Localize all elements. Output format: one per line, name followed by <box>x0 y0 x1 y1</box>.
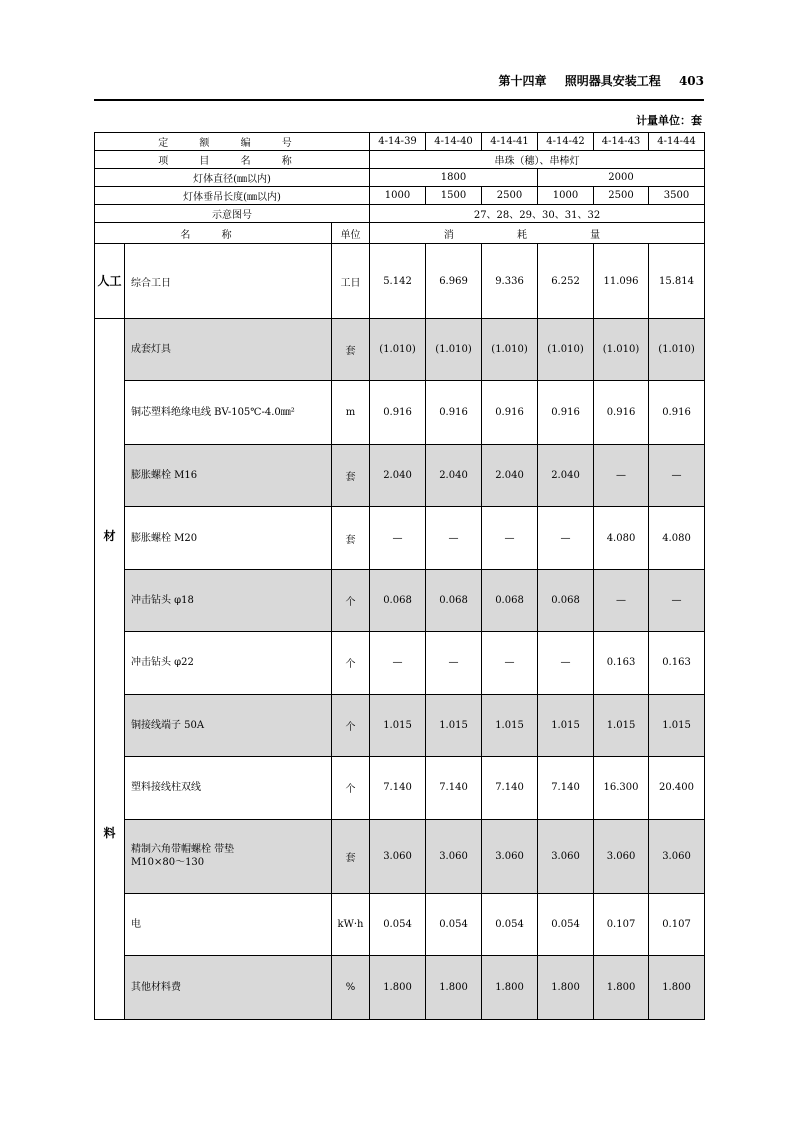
item-name-label: 项 目 名 称 <box>95 151 370 169</box>
chapter-label: 第十四章 <box>498 74 547 88</box>
length-value: 1000 <box>370 187 426 205</box>
material-value: 2.040 <box>538 444 594 506</box>
column-header-row <box>95 223 705 244</box>
labor-value: 11.096 <box>594 244 649 319</box>
material-value: 0.107 <box>594 894 649 956</box>
material-value: — <box>426 632 482 694</box>
material-value: — <box>649 444 705 506</box>
section-title: 照明器具安装工程 <box>564 74 661 88</box>
material-unit: 套 <box>332 444 370 506</box>
quota-code: 4-14-39 <box>370 133 426 151</box>
material-value: — <box>482 632 538 694</box>
material-value: 7.140 <box>426 757 482 819</box>
figure-label: 示意图号 <box>95 205 370 223</box>
material-row <box>95 757 705 819</box>
material-unit: 套 <box>332 319 370 381</box>
material-value: 0.068 <box>370 569 426 631</box>
header-divider <box>94 99 704 101</box>
item-name: 串珠（穗）、串棒灯 <box>370 151 705 169</box>
material-value: 0.054 <box>482 894 538 956</box>
material-value: 7.140 <box>370 757 426 819</box>
material-row <box>95 507 705 569</box>
material-value: 1.800 <box>649 956 705 1020</box>
material-category-char: 材 <box>103 529 116 543</box>
material-unit: 个 <box>332 632 370 694</box>
column-header-consumption: 消 耗 量 <box>370 223 705 244</box>
length-value: 1500 <box>426 187 482 205</box>
material-category-char: 料 <box>103 826 116 840</box>
material-value: 1.015 <box>538 694 594 756</box>
material-row <box>95 381 705 444</box>
material-name: 膨胀螺栓 M20 <box>125 507 332 569</box>
material-value: (1.010) <box>594 319 649 381</box>
material-value: 1.015 <box>426 694 482 756</box>
material-value: 0.054 <box>426 894 482 956</box>
material-value: (1.010) <box>426 319 482 381</box>
material-name: 冲击钻头 φ22 <box>125 632 332 694</box>
material-unit: % <box>332 956 370 1020</box>
material-value: — <box>649 569 705 631</box>
material-value: 7.140 <box>482 757 538 819</box>
quota-code: 4-14-44 <box>649 133 705 151</box>
material-value: 0.163 <box>649 632 705 694</box>
material-value: 20.400 <box>649 757 705 819</box>
labor-unit: 工日 <box>332 244 370 319</box>
labor-row <box>95 244 705 319</box>
length-row <box>95 187 705 205</box>
material-value: 0.054 <box>370 894 426 956</box>
material-value: 0.068 <box>538 569 594 631</box>
material-unit: m <box>332 381 370 444</box>
material-value: 1.800 <box>594 956 649 1020</box>
material-value: — <box>482 507 538 569</box>
material-name: 成套灯具 <box>125 319 332 381</box>
material-value: 2.040 <box>482 444 538 506</box>
material-unit: 套 <box>332 507 370 569</box>
material-name: 膨胀螺栓 M16 <box>125 444 332 506</box>
material-value: 0.916 <box>538 381 594 444</box>
material-value: 0.068 <box>482 569 538 631</box>
running-head <box>94 72 704 96</box>
material-value: (1.010) <box>370 319 426 381</box>
material-value: 1.015 <box>482 694 538 756</box>
diameter-row <box>95 169 705 187</box>
column-header-name: 名 称 <box>95 223 332 244</box>
material-value: 3.060 <box>649 819 705 894</box>
material-value: 3.060 <box>482 819 538 894</box>
quota-code: 4-14-40 <box>426 133 482 151</box>
length-label: 灯体垂吊长度(㎜以内) <box>95 187 370 205</box>
material-value: 1.800 <box>370 956 426 1020</box>
quota-code: 4-14-43 <box>594 133 649 151</box>
length-value: 2500 <box>482 187 538 205</box>
length-value: 2500 <box>594 187 649 205</box>
material-value: 1.015 <box>649 694 705 756</box>
material-name: 其他材料费 <box>125 956 332 1020</box>
material-value: 0.916 <box>649 381 705 444</box>
item-name-row <box>95 151 705 169</box>
material-value: 0.916 <box>370 381 426 444</box>
material-value: — <box>538 632 594 694</box>
material-value: 3.060 <box>370 819 426 894</box>
material-unit: 个 <box>332 569 370 631</box>
material-name: 铜芯塑料绝缘电线 BV-105℃-4.0㎜² <box>125 381 332 444</box>
material-unit: 个 <box>332 694 370 756</box>
quota-code: 4-14-41 <box>482 133 538 151</box>
figure-row <box>95 205 705 223</box>
material-name: 精制六角带帽螺栓 带垫 M10×80～130 <box>125 819 332 894</box>
material-value: — <box>426 507 482 569</box>
page-number: 403 <box>678 74 704 88</box>
material-row <box>95 819 705 894</box>
material-value: 3.060 <box>538 819 594 894</box>
labor-category: 人工 <box>95 244 125 319</box>
material-value: 2.040 <box>370 444 426 506</box>
material-row <box>95 632 705 694</box>
material-category <box>95 319 125 1020</box>
figure-numbers: 27、28、29、30、31、32 <box>370 205 705 223</box>
material-unit: 个 <box>332 757 370 819</box>
length-value: 1000 <box>538 187 594 205</box>
material-value: 0.916 <box>594 381 649 444</box>
material-value: 0.107 <box>649 894 705 956</box>
material-value: — <box>594 569 649 631</box>
material-value: — <box>538 507 594 569</box>
labor-value: 6.252 <box>538 244 594 319</box>
material-name: 铜接线端子 50A <box>125 694 332 756</box>
labor-value: 15.814 <box>649 244 705 319</box>
quota-code: 4-14-42 <box>538 133 594 151</box>
column-header-unit: 单位 <box>332 223 370 244</box>
material-value: 1.800 <box>538 956 594 1020</box>
material-value: (1.010) <box>538 319 594 381</box>
material-name: 电 <box>125 894 332 956</box>
material-row <box>95 444 705 506</box>
material-name: 冲击钻头 φ18 <box>125 569 332 631</box>
material-value: 1.015 <box>594 694 649 756</box>
material-value: 0.916 <box>482 381 538 444</box>
material-value: 7.140 <box>538 757 594 819</box>
labor-value: 5.142 <box>370 244 426 319</box>
material-row <box>95 894 705 956</box>
material-value: 16.300 <box>594 757 649 819</box>
material-value: — <box>370 632 426 694</box>
material-value: 2.040 <box>426 444 482 506</box>
quota-table-body <box>95 133 705 1020</box>
material-value: (1.010) <box>482 319 538 381</box>
material-value: 1.800 <box>482 956 538 1020</box>
material-value: (1.010) <box>649 319 705 381</box>
diameter-value: 1800 <box>370 169 538 187</box>
material-value: 4.080 <box>594 507 649 569</box>
material-value: 4.080 <box>649 507 705 569</box>
material-row <box>95 956 705 1020</box>
diameter-value: 2000 <box>538 169 705 187</box>
material-row <box>95 569 705 631</box>
material-name: 塑料接线柱双线 <box>125 757 332 819</box>
length-value: 3500 <box>649 187 705 205</box>
labor-value: 9.336 <box>482 244 538 319</box>
material-value: 3.060 <box>426 819 482 894</box>
material-value: 0.163 <box>594 632 649 694</box>
material-row <box>95 319 705 381</box>
quota-code-row <box>95 133 705 151</box>
material-unit: kW·h <box>332 894 370 956</box>
material-value: 0.916 <box>426 381 482 444</box>
unit-note: 计量单位：套 <box>636 114 702 127</box>
material-value: 1.015 <box>370 694 426 756</box>
material-value: 0.054 <box>538 894 594 956</box>
material-value: 3.060 <box>594 819 649 894</box>
material-value: 0.068 <box>426 569 482 631</box>
material-value: — <box>370 507 426 569</box>
quota-table <box>94 132 705 1020</box>
material-row <box>95 694 705 756</box>
labor-value: 6.969 <box>426 244 482 319</box>
material-value: 1.800 <box>426 956 482 1020</box>
labor-name: 综合工日 <box>125 244 332 319</box>
material-unit: 套 <box>332 819 370 894</box>
diameter-label: 灯体直径(㎜以内) <box>95 169 370 187</box>
material-value: — <box>594 444 649 506</box>
quota-code-label: 定 额 编 号 <box>95 133 370 151</box>
